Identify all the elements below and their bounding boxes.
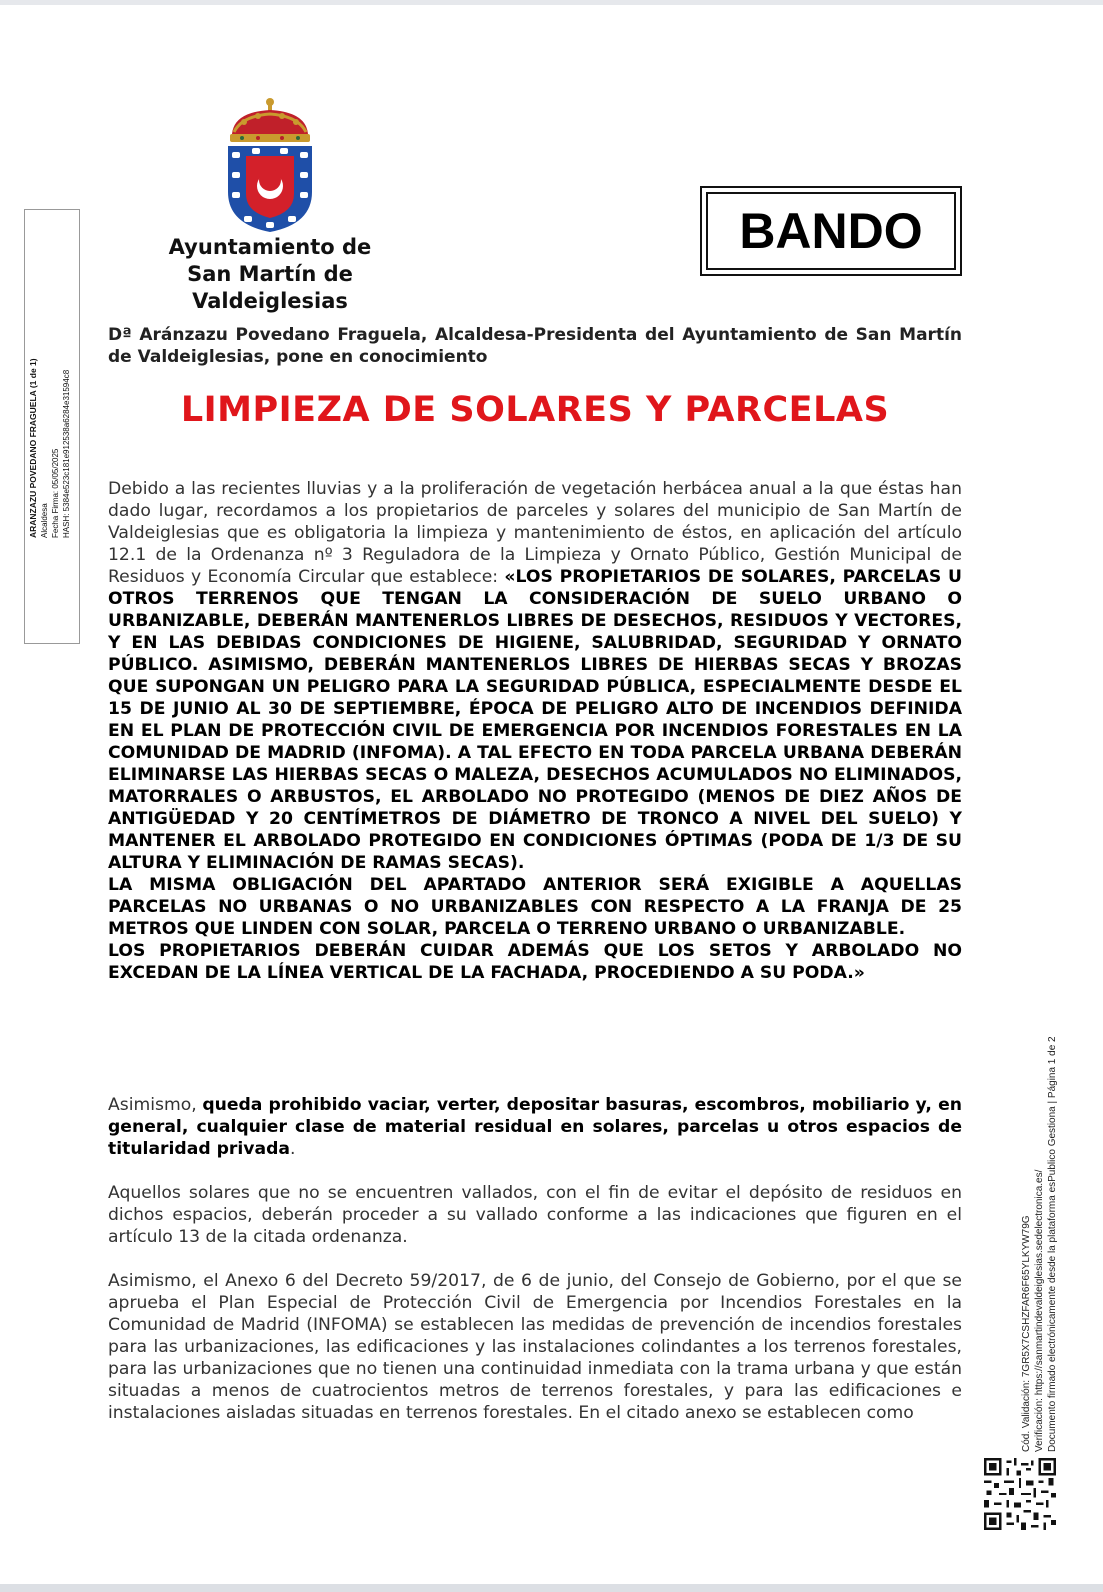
validation-url: Verificación: https://sanmartindevaldeiglesias.sedelectronica.es/ xyxy=(1034,1169,1045,1452)
p1-bold-2: LA MISMA OBLIGACIÓN DEL APARTADO ANTERIOR SERÁ EXIGIBLE A AQUELLAS PARCELAS NO URBANAS O NO URBANIZABLES CON RESPECTO A LA FRANJA DE 25 METROS QUE LINDEN CON SOLAR, PARCELA O TERRENO URBANO O URBANIZABLE. xyxy=(108,875,962,939)
validation-note: Documento firmado electrónicamente desde la plataforma esPublico Gestiona | Página 1 de 2 xyxy=(1047,1036,1058,1452)
p2-normal-1: Asimismo, xyxy=(108,1095,203,1115)
signature-date: Fecha Firma: 05/05/2025 xyxy=(51,448,60,538)
validation-block xyxy=(1020,952,1059,1452)
bottom-edge-strip xyxy=(0,1584,1103,1592)
intro-text: Dª Aránzazu Povedano Fraguela, Alcaldesa-Presidenta del Ayuntamiento de San Martín de Valdeiglesias, pone en conocimiento xyxy=(108,325,962,367)
bando-box xyxy=(700,186,962,276)
paragraph-2 xyxy=(108,1094,962,1160)
p1-bold-3: LOS PROPIETARIOS DEBERÁN CUIDAR ADEMÁS QUE LOS SETOS Y ARBOLADO NO EXCEDAN DE LA LÍNEA VERTICAL DE LA FACHADA, PROCEDIENDO A SU PODA.» xyxy=(108,941,962,983)
org-line-1: Ayuntamiento de xyxy=(168,235,372,259)
org-line-2: San Martín de Valdeiglesias xyxy=(187,262,353,313)
signer-role: Alcaldesa xyxy=(40,503,49,538)
bando-title: BANDO xyxy=(706,192,956,270)
p1-bold-1: «LOS PROPIETARIOS DE SOLARES, PARCELAS U OTROS TERRENOS QUE TENGAN LA CONSIDERACIÓN DE SUELO URBANO O URBANIZABLE, DEBERÁN MANTENERLOS LIBRES DE DESECHOS, RESIDUOS Y VECTORES, Y EN LAS DEBIDAS CONDICIONES DE HIGIENE, SALUBRIDAD, SEGURIDAD Y ORNATO PÚBLICO. ASIMISMO, DEBERÁN MANTENERLOS LIBRES DE HIERBAS SECAS Y BROZAS QUE SUPONGAN UN PELIGRO PARA LA SEGURIDAD PÚBLICA, ESPECIALMENTE DESDE EL 15 DE JUNIO AL 30 DE SEPTIEMBRE, ÉPOCA DE PELIGRO ALTO DE INCENDIOS DEFINIDA EN EL PLAN DE PROTECCIÓN CIVIL DE EMERGENCIA POR INCENDIOS FORESTALES EN LA COMUNIDAD DE MADRID (INFOMA). A TAL EFECTO EN TODA PARCELA URBANA DEBERÁN ELIMINARSE LAS HIERBAS SECAS O MALEZA, DESECHOS ACUMULADOS NO ELIMINADOS, MATORRALES O ARBUSTOS, EL ARBOLADO NO PROTEGIDO (MENOS DE DIEZ AÑOS DE ANTIGÜEDAD Y 20 CENTÍMETROS DE DIÁMETRO DE TRONCO A NIVEL DEL SUELO) Y MANTENER EL ARBOLADO PROTEGIDO EN CONDICIONES ÓPTIMAS (PODA DE 1/3 DE SU ALTURA Y ELIMINACIÓN DE RAMAS SECAS). xyxy=(108,567,962,873)
signature-block xyxy=(28,338,72,538)
paragraph-4: Asimismo, el Anexo 6 del Decreto 59/2017, de 6 de junio, del Consejo de Gobierno, por el que se aprueba el Plan Especial de Protección Civil de Emergencia por Incendios Forestales en la Comunidad de Madrid (INFOMA) se establecen las medidas de prevención de incendios forestales para las urbanizaciones, las edificaciones y las instalaciones colindantes a los terrenos forestales, para las urbanizaciones que no tienen una continuidad inmediata con la trama urbana y que están situadas a menos de cuatrocientos metros de terrenos forestales, y para las edificaciones e instalaciones aisladas situadas en terrenos forestales. En el citado anexo se establecen como xyxy=(108,1271,962,1423)
top-edge-strip xyxy=(0,0,1103,5)
coat-of-arms-logo xyxy=(222,96,318,234)
p2-normal-2: . xyxy=(289,1139,296,1159)
p1-normal: Debido a las recientes lluvias y a la proliferación de vegetación herbácea anual a la que éstas han dado lugar, recordamos a los propietarios de parceles y solares del municipio de San Martín de Valdeiglesias que es obligatoria la limpieza y mantenimiento de éstos, en aplicación del artículo 12.1 de la Ordenanza nº 3 Reguladora de la Limpieza y Ornato Público, Gestión Municipal de Residuos y Economía Circular que establece: xyxy=(108,479,962,587)
validation-code: Cód. Validación: 7GR5X7CSHZFAR6F65YLKYW79G xyxy=(1021,1215,1032,1452)
organization-name xyxy=(110,234,430,315)
signature-hash: HASH: 5384e523c181e912538a6284e31594c8 xyxy=(62,369,71,538)
qr-code-icon xyxy=(984,1458,1056,1530)
headline: LIMPIEZA DE SOLARES Y PARCELAS xyxy=(180,390,890,430)
paragraph-3: Aquellos solares que no se encuentren vallados, con el fin de evitar el depósito de residuos en dichos espacios, deberán proceder a su vallado conforme a las indicaciones que figuren en el artículo 13 de la citada ordenanza. xyxy=(108,1183,962,1247)
paragraph-1 xyxy=(108,478,962,984)
signer-name: ARANZAZU POVEDANO FRAGUELA (1 de 1) xyxy=(28,358,38,538)
p2-bold: queda prohibido vaciar, verter, depositar basuras, escombros, mobiliario y, en general, cualquier clase de material residual en solares, parcelas u otros espacios de titularidad privada xyxy=(108,1095,962,1159)
